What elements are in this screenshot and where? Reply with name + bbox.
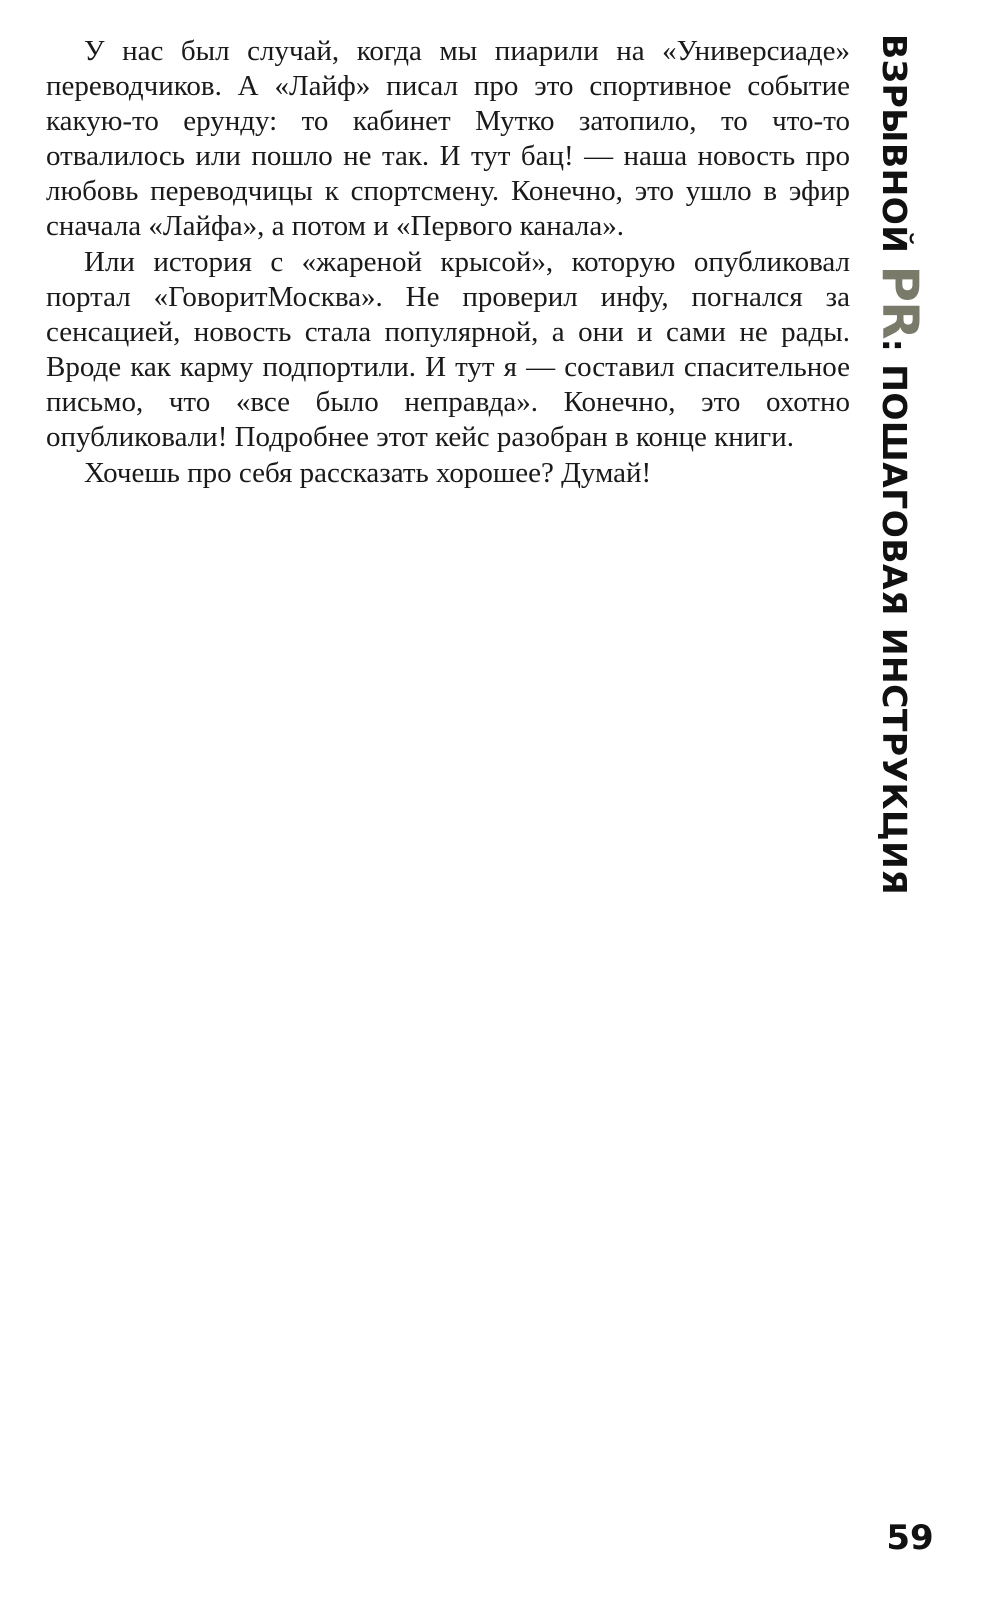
body-text (46, 34, 850, 492)
running-title-pr: PR (871, 265, 929, 339)
running-title-before: ВЗРЫВНОЙ (875, 34, 914, 266)
page-number: 59 (886, 1518, 934, 1558)
running-title (866, 34, 929, 896)
paragraph-3: Хочешь про себя рассказать хорошее? Думай! (84, 457, 652, 489)
paragraph-2: Или история с «жареной крысой», которую опубликовал портал «ГоворитМосква». Не проверил инфу, погнался за сенсацией, новость стала популярной, а они и сами не рады. Вроде как карму подпортили. И тут я — составил спасительное письмо, что «все было неправда». Конечно, это охотно опубликовали! Подробнее этот кейс разобран в конце книги. (46, 246, 850, 453)
running-title-text (871, 34, 929, 896)
running-title-after: : ПОШАГОВАЯ ИНСТРУКЦИЯ (875, 338, 914, 896)
paragraph-1: У нас был случай, когда мы пиарили на «Универсиаде» переводчиков. А «Лайф» писал про это спортивное событие какую-то ерунду: то кабинет Мутко затопило, то что-то отвалилось или пошло не так. И тут бац! — наша новость про любовь переводчицы к спортсмену. Конечно, это ушло в эфир сначала «Лайфа», а потом и «Первого канала». (46, 35, 850, 242)
